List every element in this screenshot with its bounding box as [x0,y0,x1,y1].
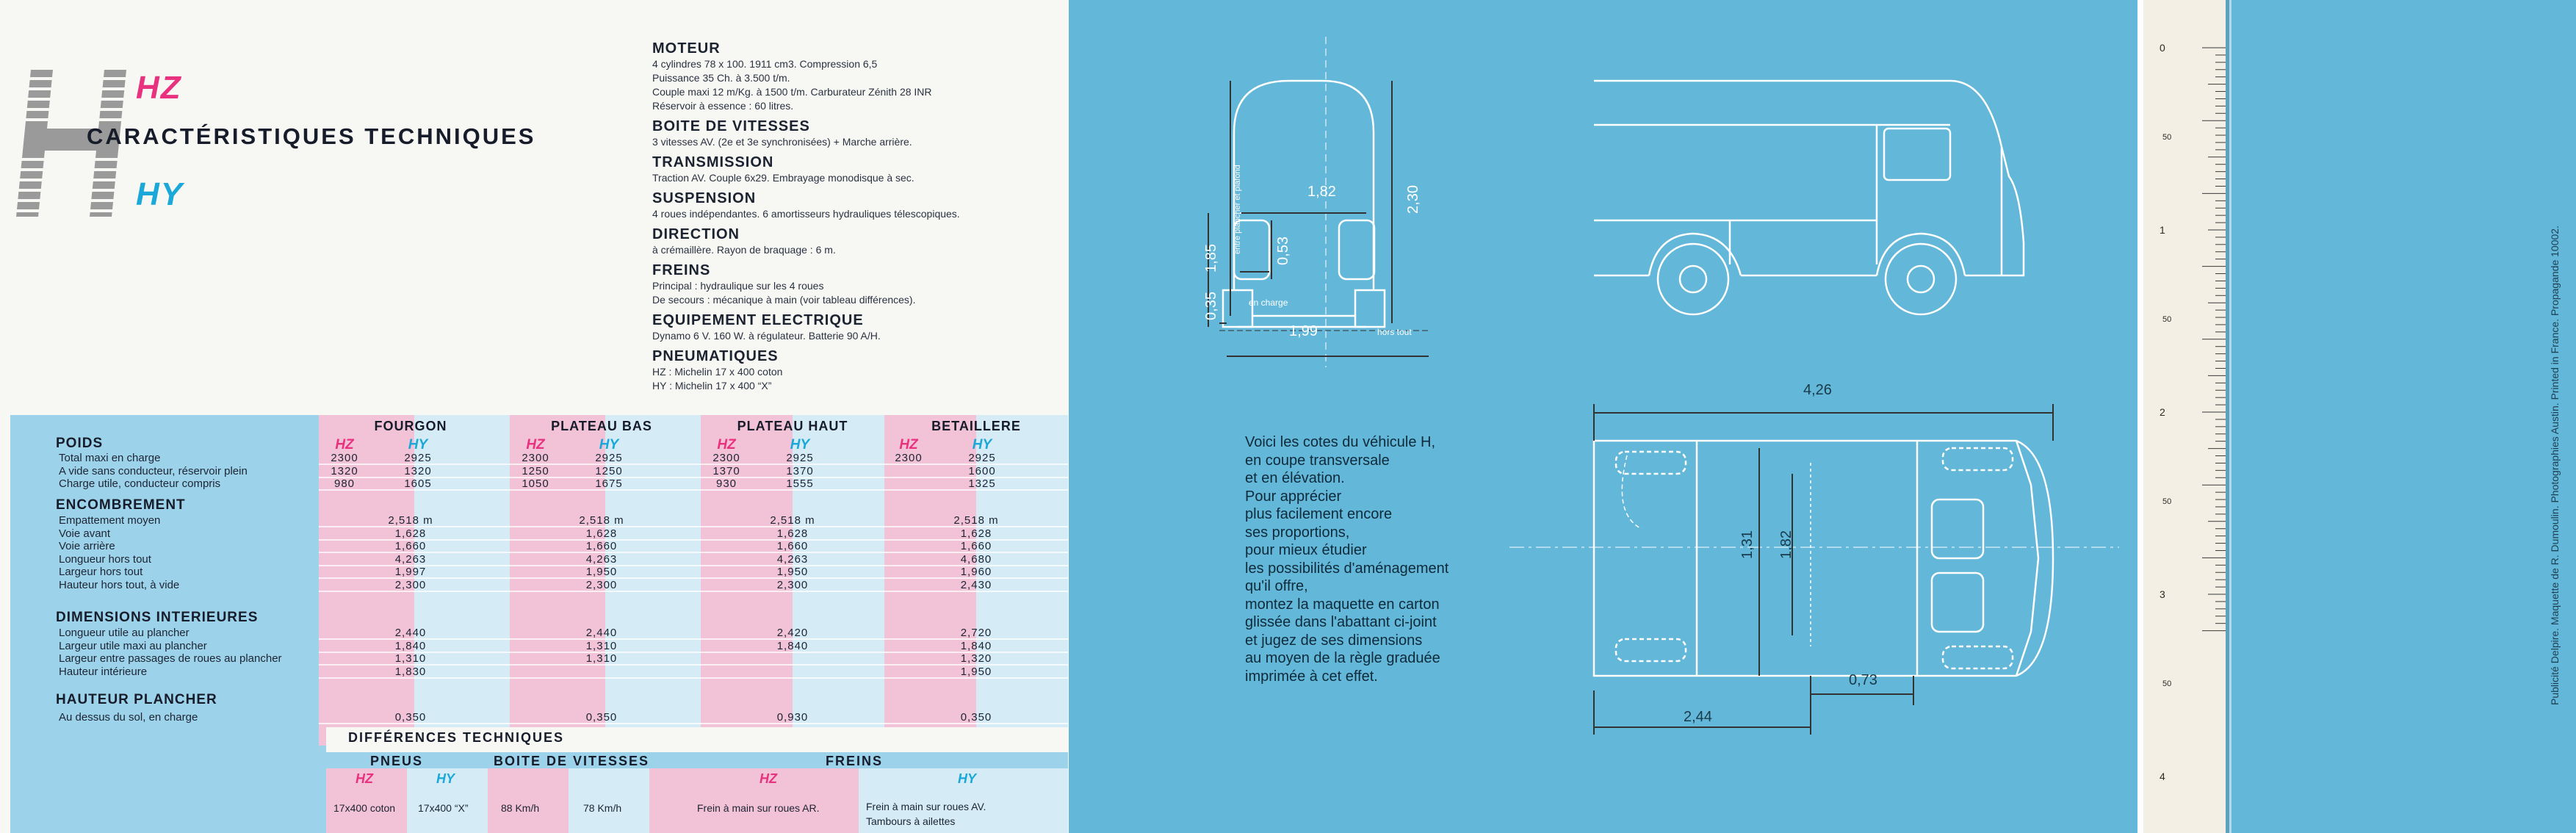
cell-hz: 2300 [895,452,923,464]
dim-width-1-82: 1,82 [1307,184,1336,200]
cell-value: 0,350 [394,711,427,724]
spec-heading: BOITE DE VITESSES [652,118,810,134]
cell-value: 1,997 [394,566,427,578]
cell-value: 1,950 [585,566,618,578]
freins-hy-value-1: Frein à main sur roues AV. [866,801,986,812]
sub-hz: HZ [526,437,545,452]
dim-1-31: 1,31 [1739,530,1756,559]
cell-value: 2,518 m [388,514,433,527]
row-label: Longueur utile au plancher [59,627,190,639]
col-plateau-bas: PLATEAU BAS [551,419,652,433]
section-dimensions: DIMENSIONS INTERIEURES [56,610,259,625]
paragraph-line: au moyen de la règle graduée [1245,650,1440,666]
cell-hz: 1050 [522,477,549,490]
spec-heading: SUSPENSION [652,190,757,206]
row-label: Hauteur intérieure [59,665,148,678]
col-betaillere: BETAILLERE [931,419,1021,433]
section-encombrement: ENCOMBREMENT [56,497,186,513]
spec-line: HZ : Michelin 17 x 400 coton [652,366,783,378]
cell-value: 1,840 [960,639,992,652]
cell-value: 4,680 [960,552,992,566]
row-label: Voie arrière [59,540,115,552]
label-hors-tout: hors tout [1377,327,1412,337]
row-label: Largeur hors tout [59,566,143,578]
paragraph-line: ses proportions, [1245,524,1350,541]
cell-value: 1,950 [776,566,809,578]
cell-value: 2,300 [776,578,809,591]
ruler-label: 50 [2162,315,2172,324]
sub-hy: HY [599,437,619,452]
spec-line: Dynamo 6 V. 160 W. à régulateur. Batterie 90 A/H. [652,330,881,342]
ruler-label: 3 [2160,588,2165,600]
cell-value: 2,518 m [770,514,815,527]
pneus-hy-value: 17x400 “X” [418,802,469,814]
paragraph-line: en coupe transversale [1245,452,1390,469]
spec-page [0,0,1069,833]
sub-hz: HZ [899,437,918,452]
freins-hz-value: Frein à main sur roues AR. [697,802,820,814]
dim-height-2-30: 2,30 [1404,185,1421,214]
paragraph-line: plus facilement encore [1245,506,1393,522]
cell-value: 2,420 [776,627,809,639]
cell-value: 2,518 m [579,514,624,527]
dim-0-73: 0,73 [1849,672,1877,688]
paragraph-line: montez la maquette en carton [1245,596,1440,613]
cell-hz: 1370 [712,464,740,477]
row-label: Au dessus du sol, en charge [59,711,198,724]
boite-hy-value: 78 Km/h [583,802,622,814]
col-plateau-haut: PLATEAU HAUT [737,419,848,433]
row-label: Largeur entre passages de roues au plancher [59,652,282,665]
paragraph-line: pour mieux étudier [1245,542,1367,558]
cell-hy: 2925 [968,452,996,464]
spec-line: 4 cylindres 78 x 100. 1911 cm3. Compression 6,5 [652,58,878,70]
vehicle-drawings [1069,0,2137,833]
description-paragraph [1245,433,1509,685]
cell-value: 1,840 [394,639,427,652]
diff-freins: FREINS [826,754,884,768]
paragraph-line: glissée dans l'abattant ci-joint [1245,614,1437,630]
spec-line: 4 roues indépendantes. 6 amortisseurs hydrauliques télescopiques. [652,208,960,220]
col-fourgon: FOURGON [374,419,447,433]
cell-value: 1,628 [394,527,427,540]
spec-heading: MOTEUR [652,40,721,57]
cell-value: 2,440 [585,627,618,639]
diff-pneus-hz: HZ [356,771,373,786]
cell-hz: 930 [715,477,737,490]
cell-hy: 1325 [968,477,996,490]
cell-hz: 2300 [712,452,740,464]
diff-freins-hz: HZ [760,771,777,786]
cell-hy: 1605 [404,477,432,490]
plan-view [1509,441,2119,676]
cell-hy: 1320 [404,464,432,477]
cell-value: 1,660 [960,540,992,552]
spec-line: 3 vitesses AV. (2e et 3e synchronisées) + Marche arrière. [652,136,912,148]
cell-value: 1,830 [394,665,427,678]
dim-1-85: 1,85 [1202,244,1219,273]
row-label: Longueur hors tout [59,552,151,566]
plan-dimensions [1594,404,2053,735]
ruler-label: 4 [2160,771,2165,782]
logo-hy: HY [136,176,184,212]
spec-heading: EQUIPEMENT ELECTRIQUE [652,312,864,328]
cell-hy: 1370 [786,464,814,477]
cell-hy: 2925 [595,452,623,464]
ruler-label: 1 [2160,224,2165,236]
spec-heading: TRANSMISSION [652,154,774,170]
page-title: CARACTÉRISTIQUES TECHNIQUES [87,123,536,149]
cell-value: 0,350 [585,711,618,724]
ruler-label: 0 [2160,42,2165,54]
cell-value: 1,840 [776,639,809,652]
cell-value: 1,950 [960,665,992,678]
diff-pneus-hy: HY [436,771,455,786]
paragraph-line: Voici les cotes du véhicule H, [1245,434,1436,450]
row-label: Largeur utile maxi au plancher [59,639,207,652]
cell-value: 1,320 [960,652,992,665]
spec-heading: PNEUMATIQUES [652,348,779,364]
row-label: Charge utile, conducteur compris [59,477,221,490]
differences-title: DIFFÉRENCES TECHNIQUES [348,730,565,745]
cell-value: 1,660 [394,540,427,552]
cell-value: 2,518 m [953,514,999,527]
dim-2-44: 2,44 [1684,709,1712,725]
paragraph-line: et jugez de ses dimensions [1245,632,1423,649]
spec-line: De secours : mécanique à main (voir tableau différences). [652,294,916,306]
sub-hy: HY [790,437,810,452]
paragraph-line: qu'il offre, [1245,578,1308,594]
differences-table [326,727,1068,833]
pneus-hz-value: 17x400 coton [333,802,396,814]
diff-pneus: PNEUS [370,754,424,768]
dim-1-99: 1,99 [1289,323,1318,339]
section-hauteur: HAUTEUR PLANCHER [56,692,217,707]
diff-boite: BOITE DE VITESSES [494,754,650,768]
freins-hy-value-2: Tambours à ailettes [866,815,956,827]
ruler-label: 50 [2162,497,2172,506]
paragraph-line: et en élévation. [1245,470,1345,486]
spec-list [652,35,1064,393]
ruler-label: 50 [2162,133,2172,142]
cell-value: 2,430 [960,578,992,591]
cell-value: 1,628 [960,527,992,540]
paragraph-line: les possibilités d'aménagement [1245,560,1449,577]
cell-hy: 1555 [786,477,814,490]
section-outline [1234,81,1374,316]
cell-value: 1,660 [585,540,618,552]
cell-hz: 1320 [331,464,358,477]
cell-value: 1,960 [960,566,992,578]
row-label: Empattement moyen [59,514,161,527]
flap-page [2229,0,2576,833]
spec-heading: DIRECTION [652,226,740,242]
row-label: Voie avant [59,527,111,540]
side-view [1594,81,2024,314]
cell-value: 2,300 [585,578,618,591]
boite-hz-value: 88 Km/h [501,802,540,814]
cell-value: 0,350 [960,711,992,724]
cell-value: 1,310 [394,652,427,665]
diff-freins-hy: HY [958,771,977,786]
ruler-label: 50 [2162,679,2172,688]
cell-value: 2,720 [960,627,992,639]
row-label: A vide sans conducteur, réservoir plein [59,464,248,477]
cell-hy: 1600 [968,464,996,477]
spec-line: à crémaillère. Rayon de braquage : 6 m. [652,244,836,256]
fold-line [2229,0,2232,833]
cell-hz: 980 [333,477,356,490]
spec-line: Réservoir à essence : 60 litres. [652,100,794,112]
ruler-ticks [2143,0,2226,833]
credit-line: Publicité Delpire. Maquette de R. Dumoulin. Photographies Austin. Printed in France. Propagande 10002. [2549,226,2561,705]
cell-hy: 2925 [404,452,432,464]
row-label: Hauteur hors tout, à vide [59,578,180,591]
cell-value: 1,310 [585,639,618,652]
section-poids: POIDS [56,436,104,451]
label-plancher-plafond: entre plancher et plafond [1233,165,1242,254]
cell-value: 1,310 [585,652,618,665]
graduated-ruler [2143,0,2226,833]
cell-value: 1,660 [776,540,809,552]
spec-line: Traction AV. Couple 6x29. Embrayage monodisque à sec. [652,172,914,184]
drawing-page [1069,0,2137,833]
spec-line: Puissance 35 Ch. à 3.500 t/m. [652,72,790,84]
cell-hy: 1675 [595,477,623,490]
spec-line: Couple maxi 12 m/Kg. à 1500 t/m. Carburateur Zénith 28 INR [652,86,932,98]
dim-0-35: 0,35 [1202,292,1219,320]
sub-hz: HZ [335,437,354,452]
cell-value: 2,300 [394,578,427,591]
cell-value: 1,628 [776,527,809,540]
sub-hy: HY [972,437,992,452]
label-en-charge: en charge [1249,298,1288,308]
cell-hy: 1250 [595,464,623,477]
spec-line: Principal : hydraulique sur les 4 roues [652,280,824,292]
logo-hz: HZ [136,70,182,106]
sub-hy: HY [408,437,428,452]
cell-hz: 1250 [522,464,549,477]
cell-value: 1,628 [585,527,618,540]
sub-hz: HZ [717,437,736,452]
cell-value: 4,263 [394,552,427,566]
dim-4-26: 4,26 [1803,382,1832,398]
paragraph-line: Pour apprécier [1245,488,1342,505]
row-label: Total maxi en charge [59,452,161,464]
spec-heading: FREINS [652,262,711,278]
cell-value: 4,263 [776,552,809,566]
cell-hz: 2300 [522,452,549,464]
cell-hy: 2925 [786,452,814,464]
ruler-label: 2 [2160,406,2165,418]
cell-value: 4,263 [585,552,618,566]
dim-0-53: 0,53 [1274,237,1291,265]
spec-line: HY : Michelin 17 x 400 “X” [652,380,772,392]
cell-hz: 2300 [331,452,358,464]
paragraph-line: imprimée à cet effet. [1245,668,1378,685]
dim-1-82-plan: 1,82 [1778,530,1794,559]
cell-value: 2,440 [394,627,427,639]
cell-value: 0,930 [776,711,809,724]
spec-table [10,415,1068,833]
